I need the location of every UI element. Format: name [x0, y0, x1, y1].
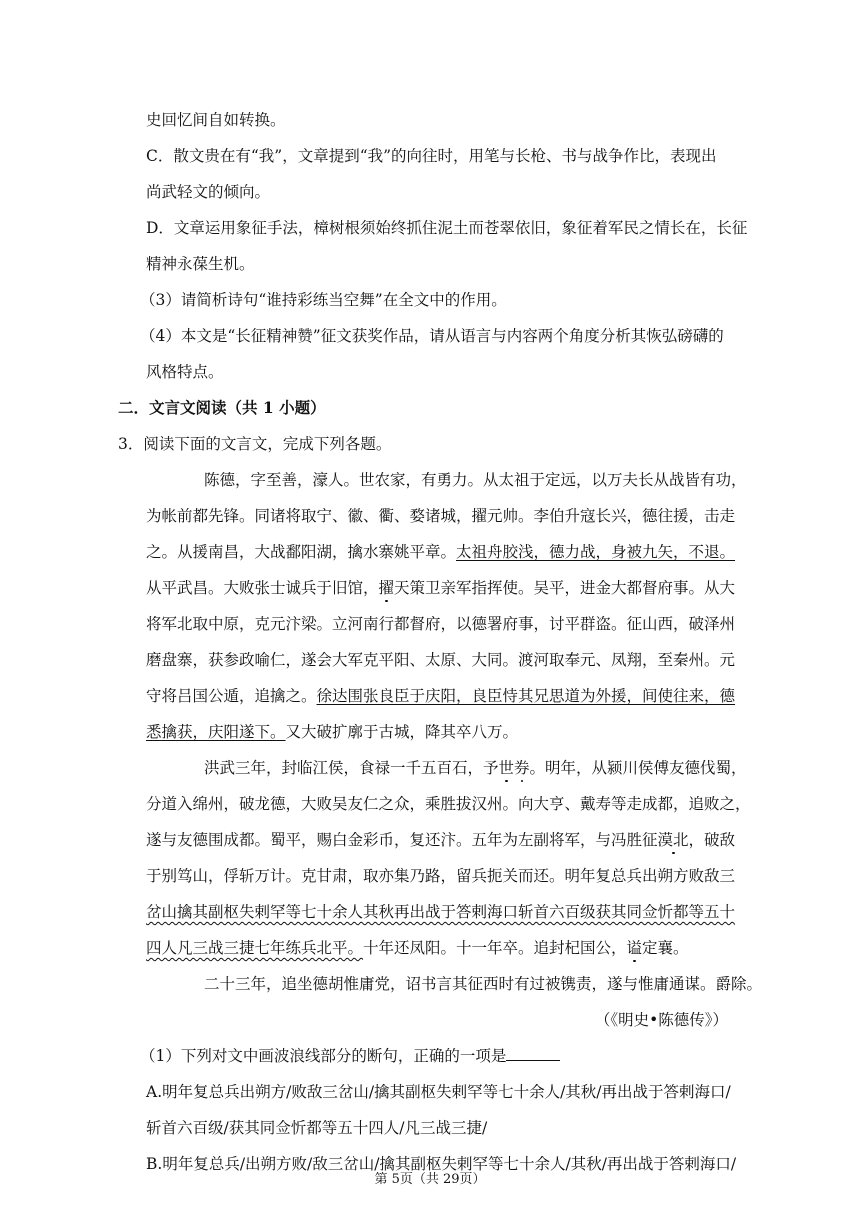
passage-text: 又大破扩廓于古城，降其卒八万。	[285, 723, 519, 741]
dotted-word: 漠北	[657, 831, 689, 849]
option-c: C．散文贵在有“我”，文章提到“我”的向往时，用笔与长枪、书与战争作比，表现出	[146, 147, 717, 165]
passage-text: 。明年，从颍川侯傅友德伐蜀，	[529, 759, 747, 777]
question-4: （4）本文是“长征精神赞”征文获奖作品，请从语言与内容两个角度分析其恢弘磅礴的	[140, 327, 724, 345]
passage-line	[146, 686, 735, 706]
option-d-tail: 精神永葆生机。	[146, 255, 255, 273]
passage-text: 天策卫亲军指挥使。吴平，进金大都督府事。从大	[394, 579, 736, 597]
passage-text: 洪武三年，封临江侯，食禄一千五百石，予	[204, 759, 499, 777]
choice-b: B.明年复总兵/出朔方败/敌三岔山/擒其副枢失剌罕等七十余人/其秋/再出战于答剌海口/	[146, 1155, 737, 1173]
passage-line: 将军北取中原，克元汴梁。立河南行都督府，以德署府事，讨平群盗。征山西，破泽州	[146, 615, 736, 633]
option-d: D．文章运用象征手法，樟树根须始终抓住泥土而苍翠依旧，象征着军民之情长在，长征	[146, 219, 748, 237]
passage-text: 十年还凤阳。十一年卒。追封杞国公，	[363, 939, 627, 957]
wavy-underlined-text: 岔山擒其副枢失剌罕等七十余人其秋再出战于答剌海口斩首六百级获其同佥忻都等五十	[146, 903, 736, 921]
question-intro: 3．阅读下面的文言文，完成下列各题。	[118, 435, 392, 453]
passage-text: 从平武昌。大败张士诚兵于旧馆，	[146, 579, 379, 597]
passage-line	[146, 578, 735, 598]
answer-blank	[506, 1046, 560, 1061]
passage-line	[146, 542, 735, 562]
passage-line: 二十三年，追坐德胡惟庸党，诏书言其征西时有过被镌责，遂与惟庸通谋。爵除。	[204, 975, 763, 993]
passage-line: 分道入绵州，破龙德，大败吴友仁之众，乘胜拔汉州。向大亨、戴寿等走成都，追败之，	[146, 795, 751, 813]
passage-line: 为帐前都先锋。同诸将取宁、徽、衢、婺诸城，擢元帅。李伯升寇长兴，德往援，击走	[146, 507, 736, 525]
passage-text: ，破敌	[688, 831, 736, 849]
passage-text: 之。从援南昌，大战鄱阳湖，擒水寨姚平章。	[146, 543, 457, 561]
question-text: （1）下列对文中画波浪线部分的断句，正确的一项是	[140, 1047, 507, 1065]
section-heading: 二．文言文阅读（共 1 小题）	[118, 398, 326, 417]
choice-a: A.明年复总兵出朔方/败敌三岔山/擒其副枢失剌罕等七十余人/其秋/再出战于答剌海口/	[146, 1083, 731, 1101]
option-c-tail: 尚武轻文的倾向。	[146, 183, 271, 201]
dotted-word: 擢	[378, 579, 395, 597]
sub-question-1	[140, 1046, 560, 1066]
passage-line	[146, 938, 689, 958]
passage-line: 陈德，字至善，濠人。世农家，有勇力。从太祖于定远，以万夫长从战皆有功，	[204, 471, 747, 489]
passage-text: 守将吕国公遁，追擒之。	[146, 687, 317, 705]
question-4-tail: 风格特点。	[146, 363, 224, 381]
passage-line: 于别笃山，俘斩万计。克甘肃，取亦集乃路，留兵扼关而还。明年复总兵出朔方败敌三	[146, 867, 736, 885]
passage-text: 定襄。	[642, 939, 689, 957]
passage-line: 磨盘寨，获参政喻仁，遂会大军克平阳、太原、大同。渡河取奉元、凤翔，至秦州。元	[146, 651, 736, 669]
wavy-underlined-text: 四人凡三战三捷七年练兵北平。	[146, 939, 364, 957]
dotted-word: 谥	[626, 939, 643, 957]
question-3: （3）请简析诗句“谁持彩练当空舞”在全文中的作用。	[140, 291, 507, 309]
passage-line	[204, 758, 747, 778]
dotted-word: 世	[498, 759, 515, 777]
underlined-sentence: 悉擒获，庆阳遂下。	[146, 723, 286, 741]
passage-line	[146, 830, 735, 850]
underlined-sentence: 徐达围张良臣于庆阳，良臣恃其兄思道为外援，间使往来，德	[316, 687, 736, 705]
source-citation: （《明史•陈德传》）	[594, 1011, 728, 1029]
passage-text: 遂与友德围成都。蜀平，赐白金彩币，复还汴。五年为左副将军，与冯胜征	[146, 831, 658, 849]
passage-line	[146, 722, 518, 742]
passage-line	[146, 902, 735, 922]
option-b-tail: 史回忆间自如转换。	[146, 111, 286, 129]
dotted-word: 券	[514, 759, 530, 777]
page-footer: 第 5页（共 29页）	[374, 1172, 486, 1187]
choice-a-tail: 斩首六百级/获其同佥忻都等五十四人/凡三战三捷/	[146, 1119, 488, 1137]
underlined-sentence: 太祖舟胶浅，德力战，身被九矢，不退。	[456, 543, 736, 561]
